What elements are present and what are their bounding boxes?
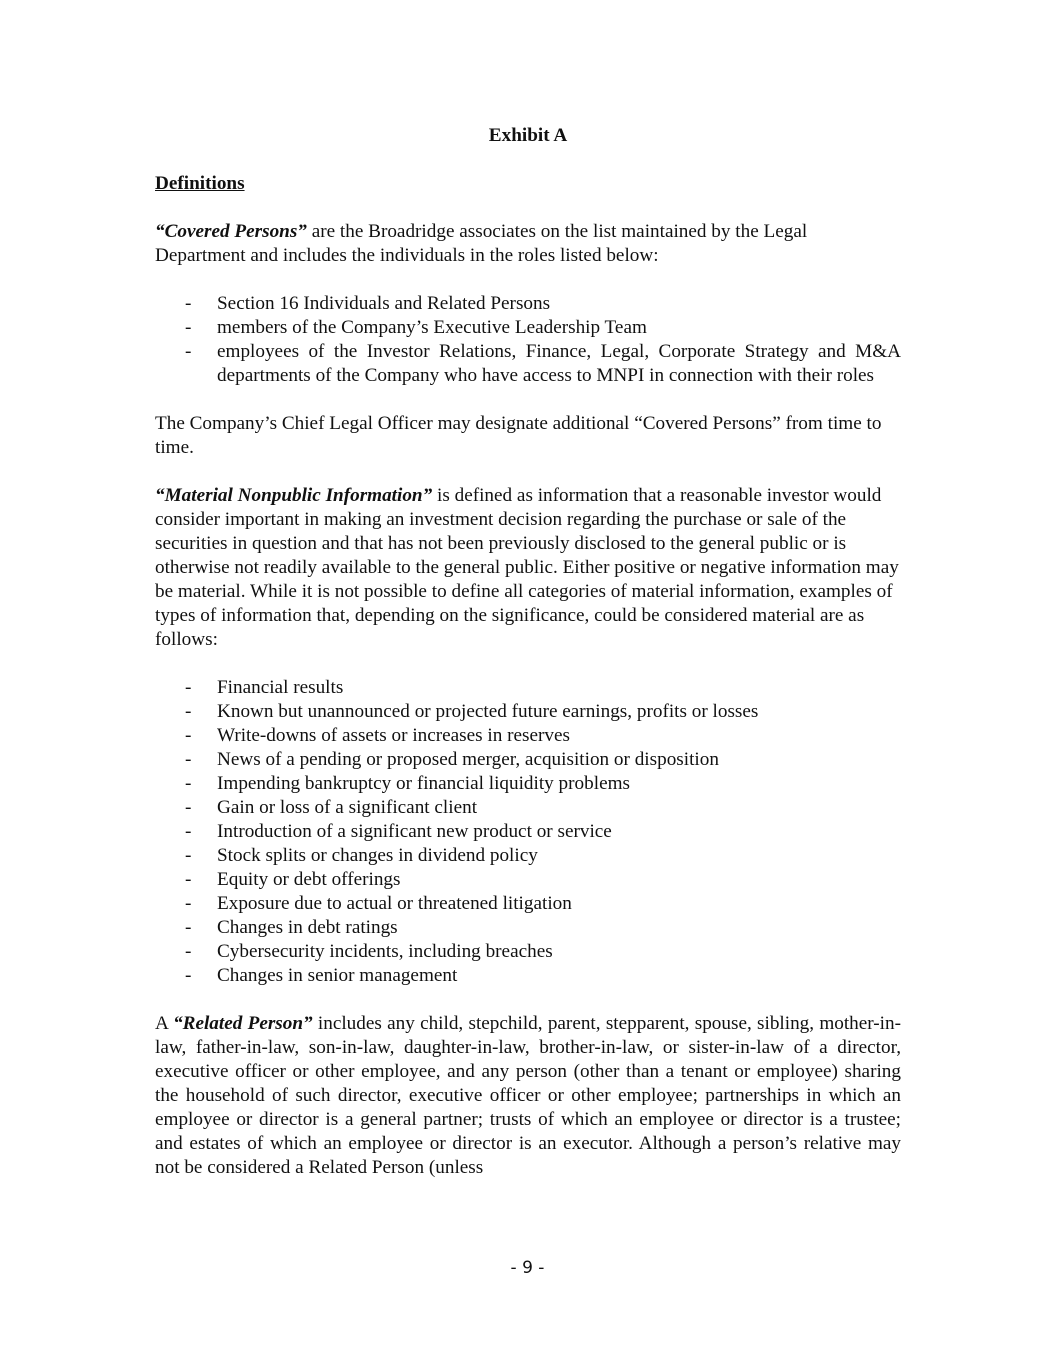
list-dash: - [185, 893, 192, 914]
list-item [155, 940, 901, 964]
list-item-text: Gain or loss of a significant client [217, 797, 478, 818]
covered-persons-definition [155, 220, 901, 268]
list-item-text: News of a pending or proposed merger, acquisition or disposition [217, 749, 719, 770]
document-page [155, 124, 901, 1180]
list-item-text: Stock splits or changes in dividend policy [217, 845, 538, 866]
list-dash: - [185, 773, 192, 794]
list-dash: - [185, 869, 192, 890]
list-dash: - [185, 293, 192, 314]
list-item-text: Section 16 Individuals and Related Persons [217, 293, 551, 314]
mnpi-text: is defined as information that a reasonable investor would consider important in making an investment decision regarding the purchase or sale of the securities in question and that has not been previously disclosed to the general public or is otherwise not readily available to the general public. Either positive or negative information may be material. While it is not possible to define all categories of material information, examples of types of information that, depending on the significance, could be considered material are as follows: [155, 485, 899, 650]
covered-persons-text: are the Broadridge associates on the list maintained by the Legal Department and includes the individuals in the roles listed below: [155, 221, 808, 266]
list-item [155, 748, 901, 772]
list-item [155, 772, 901, 796]
covered-persons-term: “Covered Persons” [155, 221, 307, 242]
list-item [155, 892, 901, 916]
related-person-definition [155, 1012, 901, 1180]
list-dash: - [185, 749, 192, 770]
list-item-text: Changes in senior management [217, 965, 458, 986]
list-item [155, 340, 901, 388]
list-item [155, 796, 901, 820]
list-item-text: Introduction of a significant new product or service [217, 821, 612, 842]
list-item [155, 916, 901, 940]
list-item [155, 292, 901, 316]
list-item [155, 676, 901, 700]
list-dash: - [185, 701, 192, 722]
list-item [155, 820, 901, 844]
mnpi-term: “Material Nonpublic Information” [155, 485, 433, 506]
list-dash: - [185, 917, 192, 938]
list-item [155, 868, 901, 892]
list-item [155, 964, 901, 988]
related-person-prefix: A [155, 1013, 174, 1034]
covered-persons-list [155, 292, 901, 388]
list-item [155, 700, 901, 724]
list-item-text: Financial results [217, 677, 344, 698]
list-dash: - [185, 341, 192, 362]
list-item-text: Impending bankruptcy or financial liquidity problems [217, 773, 630, 794]
list-dash: - [185, 797, 192, 818]
list-dash: - [185, 725, 192, 746]
list-dash: - [185, 317, 192, 338]
list-item [155, 316, 901, 340]
list-item-text: employees of the Investor Relations, Finance, Legal, Corporate Strategy and M&A departments of the Company who have access to MNPI in connection with their roles [217, 341, 901, 386]
related-person-text: includes any child, stepchild, parent, stepparent, spouse, sibling, mother-in-law, father-in-law, son-in-law, daughter-in-law, brother-in-law, or sister-in-law of a director, executive officer or other employee, and any person (other than a tenant or employee) sharing the household of such director, executive officer or other employee; partnerships in which an employee or director is a general partner; trusts of which an employee or director is a trustee; and estates of which an employee or director is an executor. Although a person’s relative may not be considered a Related Person (unless [155, 1013, 901, 1178]
list-item-text: Write-downs of assets or increases in reserves [217, 725, 571, 746]
list-item-text: Changes in debt ratings [217, 917, 398, 938]
list-item-text: Cybersecurity incidents, including breaches [217, 941, 553, 962]
list-item-text: Exposure due to actual or threatened litigation [217, 893, 572, 914]
related-person-term: “Related Person” [173, 1013, 313, 1034]
list-dash: - [185, 965, 192, 986]
list-dash: - [185, 845, 192, 866]
covered-persons-note: The Company’s Chief Legal Officer may designate additional “Covered Persons” from time to time. [155, 413, 882, 458]
list-dash: - [185, 677, 192, 698]
page-number: - 9 - [510, 1258, 545, 1278]
definitions-heading: Definitions [155, 173, 245, 194]
list-item [155, 844, 901, 868]
list-dash: - [185, 941, 192, 962]
list-item-text: Equity or debt offerings [217, 869, 401, 890]
exhibit-title: Exhibit A [488, 125, 568, 146]
list-item-text: members of the Company’s Executive Leadership Team [217, 317, 647, 338]
list-item [155, 724, 901, 748]
list-item-text: Known but unannounced or projected future earnings, profits or losses [217, 701, 759, 722]
material-information-list [155, 676, 901, 988]
mnpi-definition [155, 484, 901, 652]
list-dash: - [185, 821, 192, 842]
